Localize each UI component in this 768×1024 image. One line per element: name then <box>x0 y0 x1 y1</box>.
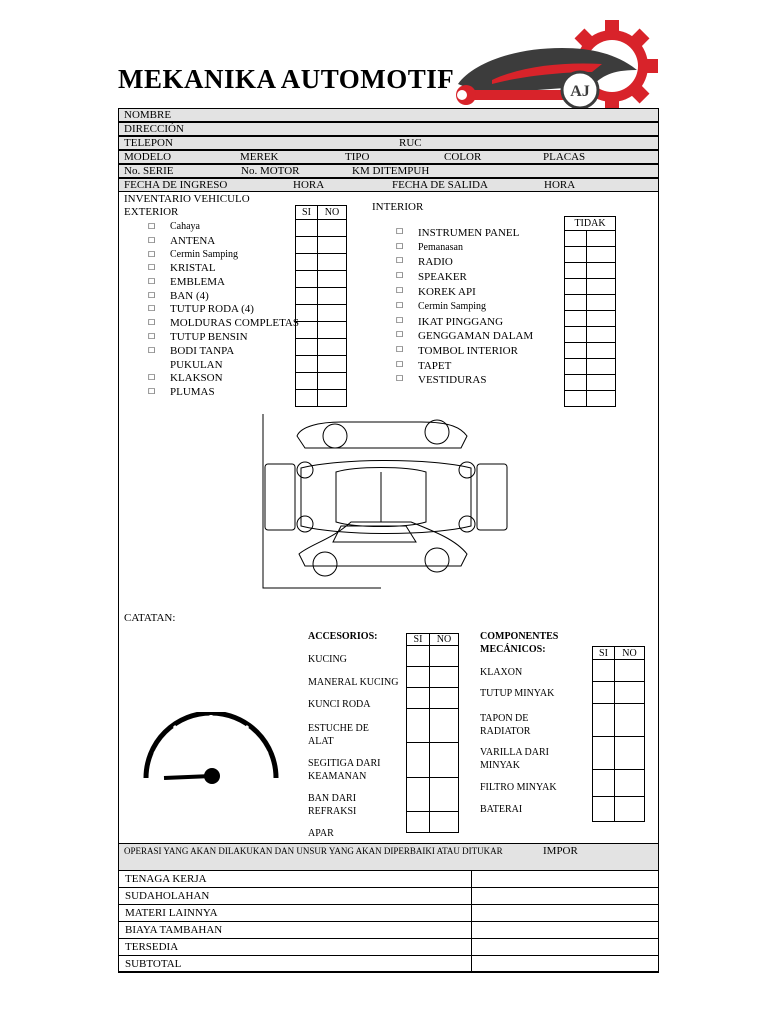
check-cell[interactable] <box>430 667 459 688</box>
check-cell[interactable] <box>407 667 430 688</box>
exterior-check-grid <box>295 205 347 407</box>
check-cell[interactable] <box>430 812 459 833</box>
label-merek: MEREK <box>240 151 279 163</box>
amount-cell[interactable] <box>472 956 659 973</box>
checkbox-icon[interactable]: ☐ <box>148 277 156 286</box>
checkbox-icon[interactable]: ☐ <box>396 374 404 383</box>
logo-initials: AJ <box>570 83 590 100</box>
si-header: SI <box>407 634 430 646</box>
check-cell[interactable] <box>593 704 615 737</box>
exterior-item: EMBLEMA <box>170 276 225 288</box>
interior-item: Pemanasan <box>418 242 463 253</box>
check-cell[interactable] <box>565 279 587 295</box>
check-cell[interactable] <box>296 390 318 407</box>
checkbox-icon[interactable]: ☐ <box>148 304 156 313</box>
operation-label: SUDAHOLAHAN <box>119 888 472 905</box>
check-cell[interactable] <box>615 704 645 737</box>
check-cell[interactable] <box>593 770 615 797</box>
exterior-item: TUTUP RODA (4) <box>170 303 254 315</box>
checkbox-icon[interactable]: ☐ <box>396 360 404 369</box>
checkbox-icon[interactable]: ☐ <box>396 316 404 325</box>
component-item: VARILLA DARI MINYAK <box>480 747 549 771</box>
check-cell[interactable] <box>318 356 347 373</box>
check-cell[interactable] <box>587 359 616 375</box>
accessories-check-grid <box>406 633 459 833</box>
components-check-grid <box>592 646 645 822</box>
field-row-serie[interactable] <box>118 164 659 178</box>
check-cell[interactable] <box>407 646 430 667</box>
check-cell[interactable] <box>318 305 347 322</box>
table-row <box>119 956 659 973</box>
no-header: NO <box>615 647 645 660</box>
check-cell[interactable] <box>565 343 587 359</box>
check-cell[interactable] <box>587 231 616 247</box>
check-cell[interactable] <box>318 220 347 237</box>
check-cell[interactable] <box>587 263 616 279</box>
interior-item: SPEAKER <box>418 271 467 283</box>
field-row-direccion[interactable] <box>118 122 659 136</box>
check-cell[interactable] <box>318 322 347 339</box>
checkbox-icon[interactable]: ☐ <box>148 318 156 327</box>
checkbox-icon[interactable]: ☐ <box>148 373 156 382</box>
label-modelo: MODELO <box>124 151 172 163</box>
check-cell[interactable] <box>430 688 459 709</box>
exterior-item: PLUMAS <box>170 386 215 398</box>
amount-cell[interactable] <box>472 939 659 956</box>
check-cell[interactable] <box>318 237 347 254</box>
check-cell[interactable] <box>407 778 430 812</box>
check-cell[interactable] <box>565 359 587 375</box>
amount-cell[interactable] <box>472 871 659 888</box>
table-row <box>119 888 659 905</box>
component-item: TAPON DE RADIATOR <box>480 713 531 737</box>
label-placas: PLACAS <box>543 151 586 163</box>
accessory-item: ESTUCHE DE ALAT <box>308 723 369 747</box>
check-cell[interactable] <box>430 709 459 743</box>
accessory-item: MANERAL KUCING <box>308 677 399 688</box>
field-row-fecha[interactable] <box>118 178 659 192</box>
operation-label: BIAYA TAMBAHAN <box>119 922 472 939</box>
exterior-item: KRISTAL <box>170 262 216 274</box>
checkbox-icon[interactable]: ☐ <box>396 242 404 251</box>
exterior-label: EXTERIOR <box>124 206 179 218</box>
checkbox-icon[interactable]: ☐ <box>148 346 156 355</box>
check-cell[interactable] <box>565 375 587 391</box>
check-cell[interactable] <box>565 295 587 311</box>
check-cell[interactable] <box>296 254 318 271</box>
operation-label: TERSEDIA <box>119 939 472 956</box>
exterior-item: BODI TANPA <box>170 345 235 357</box>
label-nombre: NOMBRE <box>124 109 172 121</box>
amount-cell[interactable] <box>472 905 659 922</box>
check-cell[interactable] <box>587 375 616 391</box>
check-cell[interactable] <box>318 373 347 390</box>
check-cell[interactable] <box>565 391 587 407</box>
component-item: KLAXON <box>480 667 523 678</box>
check-cell[interactable] <box>565 263 587 279</box>
operation-label: MATERI LAINNYA <box>119 905 472 922</box>
check-cell[interactable] <box>318 339 347 356</box>
check-cell[interactable] <box>587 295 616 311</box>
checkbox-icon[interactable]: ☐ <box>396 227 404 236</box>
field-row-nombre[interactable] <box>118 108 659 122</box>
check-cell[interactable] <box>296 339 318 356</box>
interior-item: RADIO <box>418 256 453 268</box>
table-row <box>119 871 659 888</box>
check-cell[interactable] <box>587 279 616 295</box>
check-cell[interactable] <box>407 688 430 709</box>
check-cell[interactable] <box>430 778 459 812</box>
tidak-header: TIDAK <box>565 217 616 231</box>
check-cell[interactable] <box>593 737 615 770</box>
checkbox-icon[interactable]: ☐ <box>148 332 156 341</box>
label-fecha-ingreso: FECHA DE INGRESO <box>124 179 228 191</box>
page-title: MEKANIKA AUTOMOTIF <box>118 64 455 94</box>
si-header: SI <box>593 647 615 660</box>
check-cell[interactable] <box>587 327 616 343</box>
exterior-item: Cahaya <box>170 221 200 232</box>
exterior-item: MOLDURAS COMPLETAS <box>170 317 299 329</box>
exterior-item: TUTUP BENSIN <box>170 331 248 343</box>
label-tipo: TIPO <box>345 151 370 163</box>
check-cell[interactable] <box>587 343 616 359</box>
operations-header: OPERASI YANG AKAN DILAKUKAN DAN UNSUR YANG AKAN DIPERBAIKI ATAU DITUKAR <box>124 846 503 856</box>
check-cell[interactable] <box>318 254 347 271</box>
component-item: BATERAI <box>480 804 523 815</box>
table-row <box>119 939 659 956</box>
check-cell[interactable] <box>407 743 430 778</box>
check-cell[interactable] <box>430 743 459 778</box>
operations-table <box>118 870 659 973</box>
check-cell[interactable] <box>593 682 615 704</box>
exterior-item: Cermin Samping <box>170 249 239 260</box>
check-cell[interactable] <box>296 271 318 288</box>
interior-label: INTERIOR <box>372 201 424 213</box>
label-motor: No. MOTOR <box>241 165 300 177</box>
checkbox-icon[interactable]: ☐ <box>148 291 156 300</box>
label-hora-ingreso: HORA <box>293 179 325 191</box>
component-item: FILTRO MINYAK <box>480 782 557 793</box>
field-row-modelo[interactable] <box>118 150 659 164</box>
check-cell[interactable] <box>615 797 645 822</box>
label-km: KM DITEMPUH <box>352 165 430 177</box>
check-cell[interactable] <box>593 797 615 822</box>
accessory-item: KUNCI RODA <box>308 699 371 710</box>
car-outline-icon <box>261 414 511 590</box>
label-ruc: RUC <box>399 137 422 149</box>
interior-item: IKAT PINGGANG <box>418 316 504 328</box>
checkbox-icon[interactable]: ☐ <box>396 301 404 310</box>
check-cell[interactable] <box>565 231 587 247</box>
check-cell[interactable] <box>296 356 318 373</box>
accessories-title: ACCESORIOS: <box>308 631 378 642</box>
accessory-item: SEGITIGA DARI KEAMANAN <box>308 758 381 782</box>
interior-item: KOREK API <box>418 286 476 298</box>
no-header: NO <box>318 206 347 220</box>
interior-item: GENGGAMAN DALAM <box>418 330 534 342</box>
check-cell[interactable] <box>318 288 347 305</box>
accessory-item: APAR <box>308 828 334 839</box>
label-fecha-salida: FECHA DE SALIDA <box>392 179 488 191</box>
interior-item: VESTIDURAS <box>418 374 487 386</box>
checkbox-icon[interactable]: ☐ <box>148 236 156 245</box>
checkbox-icon[interactable]: ☐ <box>148 387 156 396</box>
check-cell[interactable] <box>296 237 318 254</box>
car-gear-logo-icon <box>452 14 662 114</box>
exterior-item: KLAKSON <box>170 372 223 384</box>
interior-item: Cermin Samping <box>418 301 487 312</box>
amount-header: IMPOR <box>543 845 578 857</box>
check-cell[interactable] <box>407 812 430 833</box>
field-row-telepon[interactable] <box>118 136 659 150</box>
operations-header-row <box>118 843 659 871</box>
brand-logo <box>452 14 662 114</box>
label-direccion: DIRECCIÓN <box>124 123 184 135</box>
check-cell[interactable] <box>593 660 615 682</box>
checkbox-icon[interactable]: ☐ <box>396 271 404 280</box>
label-serie: No. SERIE <box>124 165 174 177</box>
check-cell[interactable] <box>615 737 645 770</box>
amount-cell[interactable] <box>472 888 659 905</box>
accessory-item: KUCING <box>308 654 347 665</box>
check-cell[interactable] <box>296 373 318 390</box>
checkbox-icon[interactable]: ☐ <box>148 250 156 259</box>
check-cell[interactable] <box>565 327 587 343</box>
check-cell[interactable] <box>430 646 459 667</box>
operation-label: SUBTOTAL <box>119 956 472 973</box>
check-cell[interactable] <box>318 271 347 288</box>
label-telepon: TELEPON <box>124 137 173 149</box>
checkbox-icon[interactable]: ☐ <box>148 222 156 231</box>
interior-item: TAPET <box>418 360 452 372</box>
label-color: COLOR <box>444 151 482 163</box>
operation-label: TENAGA KERJA <box>119 871 472 888</box>
check-cell[interactable] <box>615 660 645 682</box>
check-cell[interactable] <box>407 709 430 743</box>
check-cell[interactable] <box>318 390 347 407</box>
interior-check-grid <box>564 216 616 407</box>
component-item: TUTUP MINYAK <box>480 688 555 699</box>
exterior-item: BAN (4) <box>170 290 209 302</box>
car-damage-diagram[interactable] <box>261 414 511 590</box>
exterior-item: PUKULAN <box>170 359 223 371</box>
check-cell[interactable] <box>587 247 616 263</box>
amount-cell[interactable] <box>472 922 659 939</box>
checkbox-icon[interactable]: ☐ <box>396 345 404 354</box>
si-header: SI <box>296 206 318 220</box>
check-cell[interactable] <box>296 220 318 237</box>
interior-item: TOMBOL INTERIOR <box>418 345 518 357</box>
no-header: NO <box>430 634 459 646</box>
check-cell[interactable] <box>296 288 318 305</box>
check-cell[interactable] <box>565 247 587 263</box>
check-cell[interactable] <box>615 682 645 704</box>
label-hora-salida: HORA <box>544 179 576 191</box>
table-row <box>119 905 659 922</box>
components-title: COMPONENTES MECÁNICOS: <box>480 631 559 655</box>
checkbox-icon[interactable]: ☐ <box>396 286 404 295</box>
checkbox-icon[interactable]: ☐ <box>396 256 404 265</box>
check-cell[interactable] <box>615 770 645 797</box>
interior-item: INSTRUMEN PANEL <box>418 227 520 239</box>
check-cell[interactable] <box>587 391 616 407</box>
notes-label: CATATAN: <box>124 612 176 624</box>
accessory-item: BAN DARI REFRAKSI <box>308 793 357 817</box>
exterior-item: ANTENA <box>170 235 216 247</box>
checkbox-icon[interactable]: ☐ <box>396 330 404 339</box>
speedometer-icon <box>140 712 282 790</box>
table-row <box>119 922 659 939</box>
inventory-title: INVENTARIO VEHICULO <box>124 193 250 205</box>
checkbox-icon[interactable]: ☐ <box>148 263 156 272</box>
check-cell[interactable] <box>565 311 587 327</box>
check-cell[interactable] <box>587 311 616 327</box>
